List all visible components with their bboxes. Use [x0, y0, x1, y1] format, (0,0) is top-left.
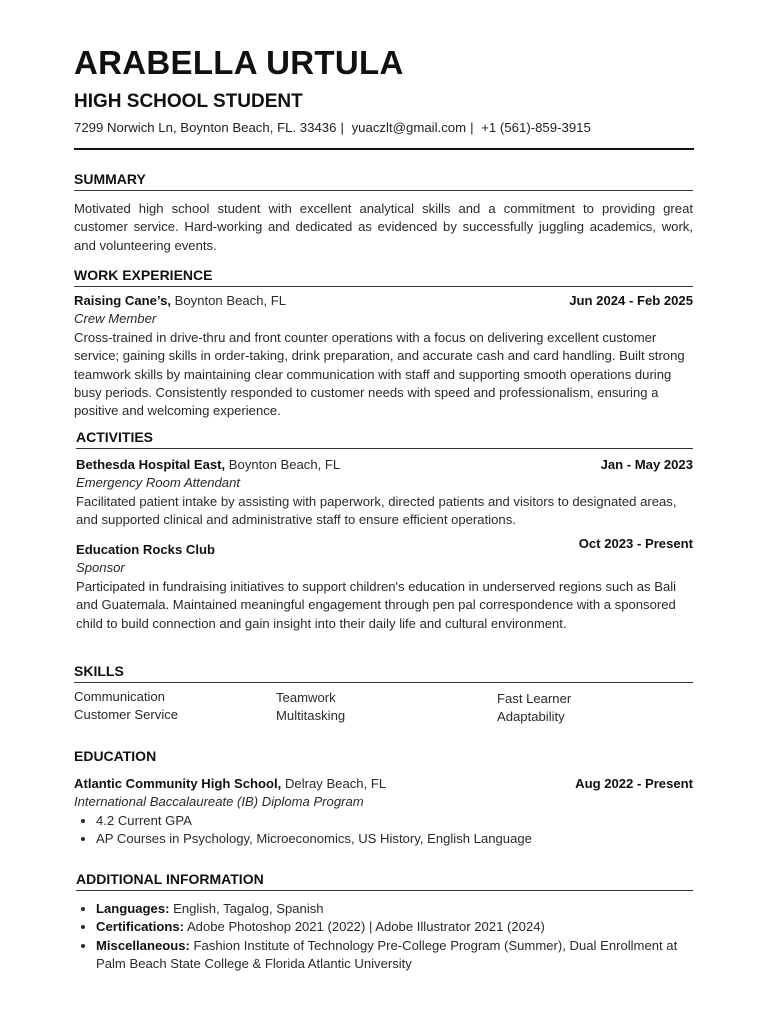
activity-entry	[76, 535, 693, 633]
education-program: International Baccalaureate (IB) Diploma Program	[74, 794, 364, 810]
section-title-summary: SUMMARY	[74, 171, 693, 191]
section-title-activities: ACTIVITIES	[76, 429, 693, 449]
phone-number: +1 (561)-859-3915	[481, 120, 591, 135]
info-label: Miscellaneous:	[96, 937, 190, 953]
activity-description: Participated in fundraising initiatives to support children's education in underserved regions such as Bali and Guatemala. Maintained meaningful engagement through pen pal correspondence with a sponsored child to build connection and gain insight into their daily life and cultural environment.	[76, 578, 677, 631]
education-org: Atlantic Community High School,	[74, 776, 282, 791]
education-date: Aug 2022 - Present	[575, 776, 693, 791]
section-title-skills: SKILLS	[74, 663, 693, 683]
activity-position: Emergency Room Attendant	[76, 475, 240, 491]
activity-position: Sponsor	[76, 560, 125, 576]
activity-org: Education Rocks Club	[76, 542, 215, 557]
activity-date: Jan - May 2023	[600, 457, 693, 472]
info-text: English, Tagalog, Spanish	[169, 901, 324, 916]
info-text: Fashion Institute of Technology Pre-College Program (Summer), Dual Enrollment at Palm Beach State College & Florida Atlantic University	[96, 937, 678, 972]
skill-item: Adaptability	[497, 709, 565, 725]
info-label: Certifications:	[96, 919, 185, 935]
list-item: • 4.2 Current GPA	[96, 812, 693, 830]
activity-org: Bethesda Hospital East,	[76, 457, 226, 472]
education-org-line	[74, 775, 386, 793]
activity-description: Facilitated patient intake by assisting with paperwork, directed patients and visitors to designated areas, and supported clinical and administrative staff to ensure efficient operations.	[76, 493, 677, 528]
separator: |	[340, 120, 344, 135]
candidate-name: ARABELLA URTULA	[74, 44, 404, 81]
education-entry	[74, 775, 693, 849]
list-item	[96, 900, 693, 918]
list-item	[96, 937, 693, 974]
skills-column	[276, 689, 345, 726]
additional-bullets	[74, 900, 693, 974]
email-link[interactable]: yuaczlt@gmail.com	[351, 120, 467, 135]
info-label: Languages:	[96, 901, 170, 916]
address: 7299 Norwich Ln, Boynton Beach, FL. 33436	[74, 120, 337, 135]
work-position: Crew Member	[74, 311, 157, 327]
skills-column	[74, 688, 178, 725]
work-org: Raising Cane’s,	[74, 293, 172, 308]
info-text: Adobe Photoshop 2021 (2022) | Adobe Illustrator 2021 (2024)	[184, 919, 545, 935]
education-bullets	[74, 812, 693, 849]
section-title-education: EDUCATION	[74, 748, 157, 764]
separator: |	[470, 120, 474, 135]
work-date: Jun 2024 - Feb 2025	[569, 293, 693, 308]
list-item: • AP Courses in Psychology, Microeconomics, US History, English Language	[96, 830, 693, 848]
contact-line	[74, 120, 591, 135]
list-item	[96, 918, 693, 936]
skill-item: Fast Learner	[497, 691, 572, 706]
education-location: Delray Beach, FL	[281, 776, 387, 791]
section-title-work: WORK EXPERIENCE	[74, 267, 693, 287]
activity-entry-header	[76, 535, 693, 559]
skill-item: Teamwork	[276, 690, 336, 705]
work-org-line	[74, 292, 286, 310]
work-description: Cross-trained in drive-thru and front counter operations with a focus on delivering excellent customer service; gaining skills in order-taking, drink preparation, and accurate cash and card handling. Built strong teamwork skills by maintaining clear communication with staff and supporting smooth operations during busy periods. Consistently responded to customer needs with speed and professionalism, ensuring a positive and welcoming experience.	[74, 329, 685, 419]
skill-item: Customer Service	[74, 707, 179, 723]
work-entry-header	[74, 292, 693, 310]
skill-item: Multitasking	[276, 708, 346, 724]
candidate-role: HIGH SCHOOL STUDENT	[74, 91, 303, 112]
work-location: Boynton Beach, FL	[171, 293, 287, 308]
summary-text: Motivated high school student with excellent analytical skills and a commitment to providing great customer service. Hard-working and dedicated as evidenced by successfully juggling academics, work, and volunteering events.	[74, 201, 693, 253]
skill-item: Communication	[74, 689, 165, 704]
activity-location: Boynton Beach, FL	[225, 457, 341, 472]
additional-info	[74, 900, 693, 974]
activity-entry	[76, 456, 693, 530]
header-divider	[74, 148, 694, 150]
work-entry	[74, 292, 693, 421]
activity-org-line	[76, 456, 340, 474]
activity-entry-header	[76, 456, 693, 474]
skills-column	[497, 690, 571, 727]
activity-date: Oct 2023 - Present	[578, 536, 693, 551]
education-entry-header	[74, 775, 693, 793]
section-title-additional: ADDITIONAL INFORMATION	[76, 871, 693, 891]
